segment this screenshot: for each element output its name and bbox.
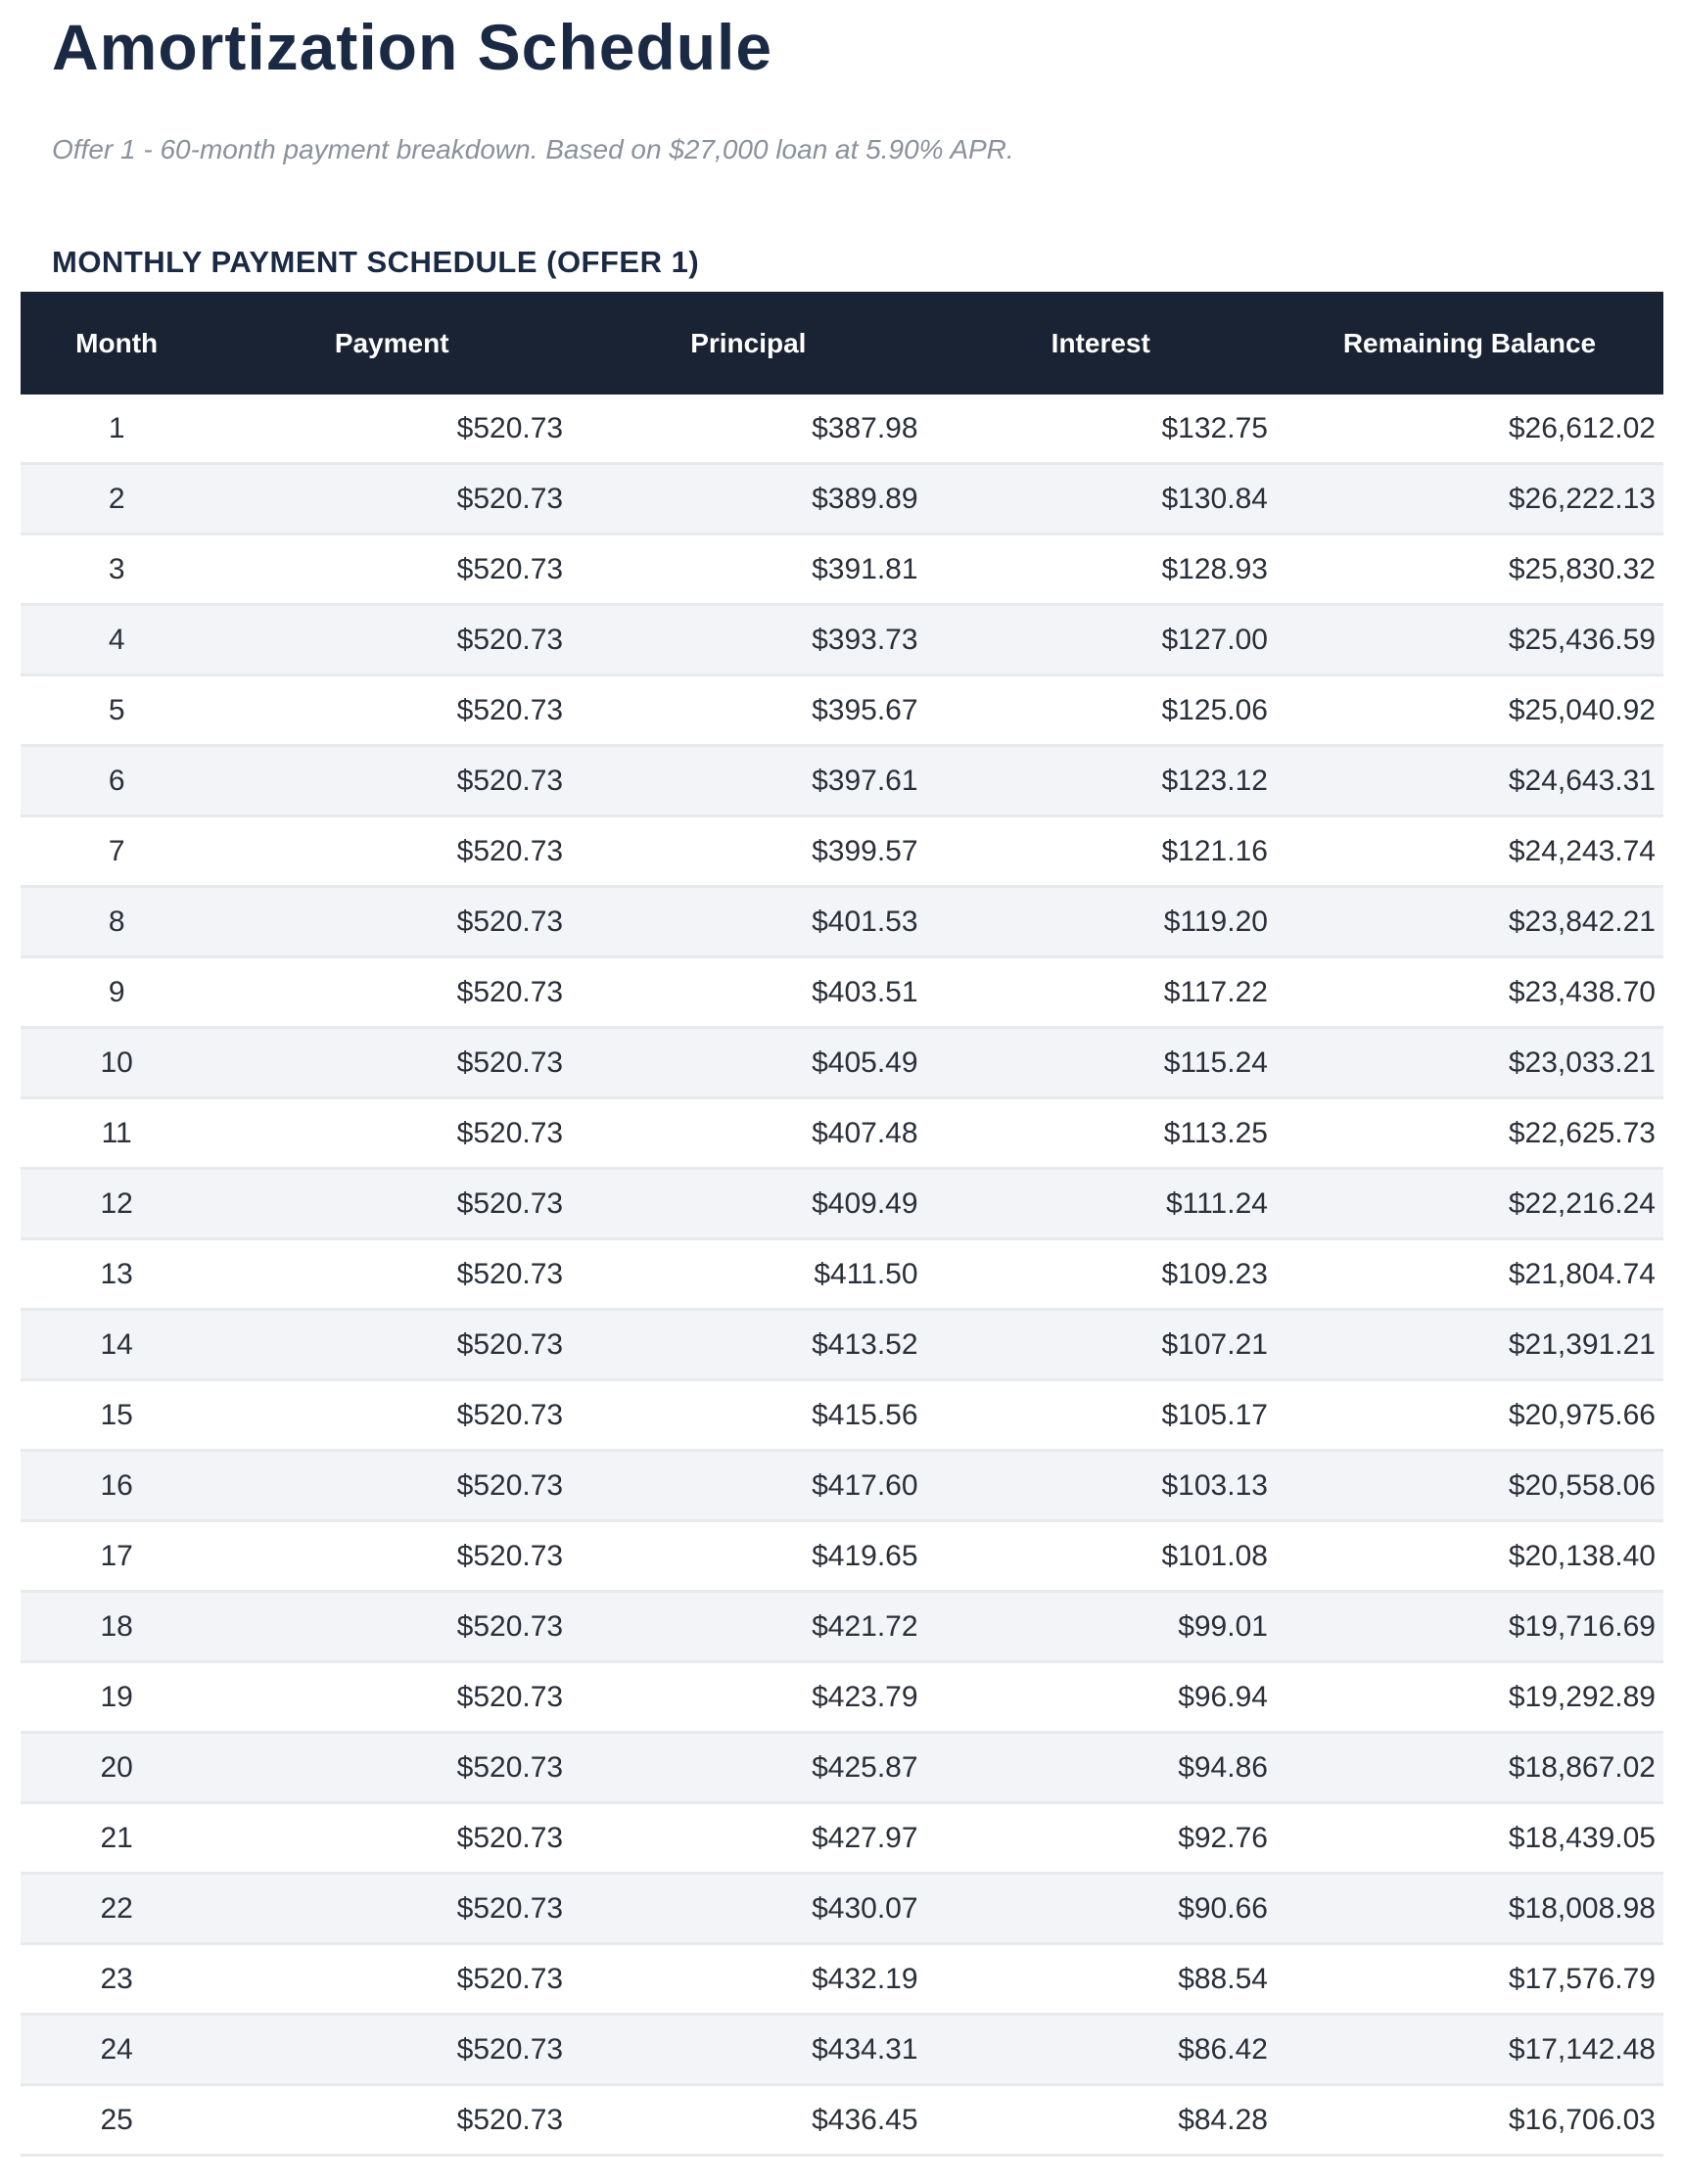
cell-interest: $99.01: [926, 1592, 1276, 1662]
cell-principal: $411.50: [571, 1239, 925, 1310]
cell-month: 6: [21, 746, 212, 816]
cell-principal: $403.51: [571, 957, 925, 1028]
cell-remaining-balance: $25,436.59: [1276, 605, 1663, 675]
cell-interest: $132.75: [926, 395, 1276, 464]
table-row: [21, 1521, 1663, 1592]
cell-principal: $405.49: [571, 1028, 925, 1098]
table-row: [21, 1803, 1663, 1874]
cell-month: 4: [21, 605, 212, 675]
amortization-table: [21, 292, 1663, 2157]
cell-remaining-balance: $25,830.32: [1276, 534, 1663, 605]
cell-month: 16: [21, 1451, 212, 1521]
cell-interest: $92.76: [926, 1803, 1276, 1874]
cell-month: 25: [21, 2085, 212, 2156]
cell-principal: $432.19: [571, 1944, 925, 2015]
cell-interest: $115.24: [926, 1028, 1276, 1098]
cell-remaining-balance: $24,243.74: [1276, 816, 1663, 887]
cell-payment: $520.73: [212, 1521, 571, 1592]
cell-interest: $125.06: [926, 675, 1276, 746]
cell-payment: $520.73: [212, 1028, 571, 1098]
cell-remaining-balance: $21,391.21: [1276, 1310, 1663, 1380]
cell-interest: $96.94: [926, 1662, 1276, 1733]
cell-remaining-balance: $20,975.66: [1276, 1380, 1663, 1451]
cell-payment: $520.73: [212, 1451, 571, 1521]
table-row: [21, 957, 1663, 1028]
cell-payment: $520.73: [212, 746, 571, 816]
table-row: [21, 1380, 1663, 1451]
cell-principal: $391.81: [571, 534, 925, 605]
cell-payment: $520.73: [212, 464, 571, 534]
cell-remaining-balance: $22,625.73: [1276, 1098, 1663, 1169]
cell-interest: $88.54: [926, 1944, 1276, 2015]
table-row: [21, 605, 1663, 675]
cell-principal: $389.89: [571, 464, 925, 534]
table-row: [21, 1592, 1663, 1662]
cell-remaining-balance: $20,138.40: [1276, 1521, 1663, 1592]
cell-principal: $409.49: [571, 1169, 925, 1239]
cell-interest: $113.25: [926, 1098, 1276, 1169]
table-row: [21, 1310, 1663, 1380]
column-header-payment: Payment: [212, 292, 571, 395]
cell-remaining-balance: $26,612.02: [1276, 395, 1663, 464]
cell-remaining-balance: $19,716.69: [1276, 1592, 1663, 1662]
table-header: [21, 292, 1663, 395]
cell-payment: $520.73: [212, 675, 571, 746]
table-row: [21, 1239, 1663, 1310]
cell-remaining-balance: $25,040.92: [1276, 675, 1663, 746]
cell-month: 23: [21, 1944, 212, 2015]
cell-month: 1: [21, 395, 212, 464]
cell-interest: $111.24: [926, 1169, 1276, 1239]
column-header-principal: Principal: [571, 292, 925, 395]
cell-remaining-balance: $17,142.48: [1276, 2015, 1663, 2085]
cell-interest: $127.00: [926, 605, 1276, 675]
cell-payment: $520.73: [212, 1874, 571, 1944]
cell-payment: $520.73: [212, 534, 571, 605]
cell-payment: $520.73: [212, 2015, 571, 2085]
cell-month: 22: [21, 1874, 212, 1944]
cell-month: 2: [21, 464, 212, 534]
cell-payment: $520.73: [212, 1662, 571, 1733]
cell-principal: $393.73: [571, 605, 925, 675]
table-row: [21, 1874, 1663, 1944]
cell-month: 3: [21, 534, 212, 605]
cell-interest: $103.13: [926, 1451, 1276, 1521]
table-row: [21, 395, 1663, 464]
cell-payment: $520.73: [212, 395, 571, 464]
table-header-row: [21, 292, 1663, 395]
table-row: [21, 534, 1663, 605]
cell-principal: $395.67: [571, 675, 925, 746]
cell-payment: $520.73: [212, 2085, 571, 2156]
cell-remaining-balance: $18,008.98: [1276, 1874, 1663, 1944]
table-row: [21, 1169, 1663, 1239]
table-row: [21, 816, 1663, 887]
cell-month: 21: [21, 1803, 212, 1874]
table-row: [21, 887, 1663, 957]
amortization-page: [0, 10, 1682, 2157]
cell-interest: $130.84: [926, 464, 1276, 534]
cell-principal: $430.07: [571, 1874, 925, 1944]
cell-principal: $387.98: [571, 395, 925, 464]
cell-principal: $423.79: [571, 1662, 925, 1733]
cell-remaining-balance: $20,558.06: [1276, 1451, 1663, 1521]
cell-payment: $520.73: [212, 1733, 571, 1803]
cell-month: 12: [21, 1169, 212, 1239]
cell-principal: $407.48: [571, 1098, 925, 1169]
cell-interest: $101.08: [926, 1521, 1276, 1592]
cell-remaining-balance: $16,706.03: [1276, 2085, 1663, 2156]
table-row: [21, 2085, 1663, 2156]
cell-principal: $421.72: [571, 1592, 925, 1662]
cell-month: 5: [21, 675, 212, 746]
table-row: [21, 1451, 1663, 1521]
cell-payment: $520.73: [212, 1310, 571, 1380]
cell-payment: $520.73: [212, 816, 571, 887]
cell-remaining-balance: $21,804.74: [1276, 1239, 1663, 1310]
column-header-remaining-balance: Remaining Balance: [1276, 292, 1663, 395]
cell-payment: $520.73: [212, 1944, 571, 2015]
cell-interest: $128.93: [926, 534, 1276, 605]
cell-month: 18: [21, 1592, 212, 1662]
cell-payment: $520.73: [212, 1380, 571, 1451]
table-row: [21, 1028, 1663, 1098]
cell-interest: $121.16: [926, 816, 1276, 887]
cell-month: 7: [21, 816, 212, 887]
cell-principal: $434.31: [571, 2015, 925, 2085]
cell-principal: $401.53: [571, 887, 925, 957]
cell-month: 15: [21, 1380, 212, 1451]
table-body: [21, 395, 1663, 2156]
cell-principal: $436.45: [571, 2085, 925, 2156]
table-row: [21, 1098, 1663, 1169]
table-row: [21, 2015, 1663, 2085]
cell-remaining-balance: $23,438.70: [1276, 957, 1663, 1028]
cell-interest: $123.12: [926, 746, 1276, 816]
cell-payment: $520.73: [212, 1239, 571, 1310]
cell-interest: $84.28: [926, 2085, 1276, 2156]
cell-month: 19: [21, 1662, 212, 1733]
cell-month: 11: [21, 1098, 212, 1169]
cell-month: 14: [21, 1310, 212, 1380]
cell-payment: $520.73: [212, 605, 571, 675]
cell-principal: $419.65: [571, 1521, 925, 1592]
cell-remaining-balance: $23,033.21: [1276, 1028, 1663, 1098]
cell-remaining-balance: $17,576.79: [1276, 1944, 1663, 2015]
cell-payment: $520.73: [212, 1592, 571, 1662]
cell-interest: $90.66: [926, 1874, 1276, 1944]
cell-interest: $86.42: [926, 2015, 1276, 2085]
cell-principal: $425.87: [571, 1733, 925, 1803]
cell-month: 9: [21, 957, 212, 1028]
table-row: [21, 1733, 1663, 1803]
section-title: MONTHLY PAYMENT SCHEDULE (OFFER 1): [52, 245, 700, 279]
cell-remaining-balance: $23,842.21: [1276, 887, 1663, 957]
cell-interest: $94.86: [926, 1733, 1276, 1803]
cell-remaining-balance: $26,222.13: [1276, 464, 1663, 534]
page-title: Amortization Schedule: [52, 11, 773, 83]
cell-principal: $399.57: [571, 816, 925, 887]
cell-month: 17: [21, 1521, 212, 1592]
table-row: [21, 464, 1663, 534]
cell-principal: $397.61: [571, 746, 925, 816]
cell-payment: $520.73: [212, 1803, 571, 1874]
cell-payment: $520.73: [212, 957, 571, 1028]
cell-month: 24: [21, 2015, 212, 2085]
cell-remaining-balance: $24,643.31: [1276, 746, 1663, 816]
table-row: [21, 675, 1663, 746]
table-row: [21, 1944, 1663, 2015]
cell-month: 13: [21, 1239, 212, 1310]
cell-payment: $520.73: [212, 1169, 571, 1239]
cell-payment: $520.73: [212, 887, 571, 957]
cell-month: 8: [21, 887, 212, 957]
cell-month: 10: [21, 1028, 212, 1098]
cell-principal: $417.60: [571, 1451, 925, 1521]
cell-principal: $427.97: [571, 1803, 925, 1874]
cell-remaining-balance: $22,216.24: [1276, 1169, 1663, 1239]
column-header-interest: Interest: [926, 292, 1276, 395]
column-header-month: Month: [21, 292, 212, 395]
cell-principal: $415.56: [571, 1380, 925, 1451]
page-subtitle: Offer 1 - 60-month payment breakdown. Based on $27,000 loan at 5.90% APR.: [52, 134, 1014, 164]
cell-payment: $520.73: [212, 1098, 571, 1169]
cell-interest: $107.21: [926, 1310, 1276, 1380]
cell-remaining-balance: $18,867.02: [1276, 1733, 1663, 1803]
cell-interest: $109.23: [926, 1239, 1276, 1310]
cell-interest: $105.17: [926, 1380, 1276, 1451]
cell-month: 20: [21, 1733, 212, 1803]
cell-interest: $117.22: [926, 957, 1276, 1028]
cell-interest: $119.20: [926, 887, 1276, 957]
table-row: [21, 1662, 1663, 1733]
cell-remaining-balance: $19,292.89: [1276, 1662, 1663, 1733]
table-row: [21, 746, 1663, 816]
cell-remaining-balance: $18,439.05: [1276, 1803, 1663, 1874]
cell-principal: $413.52: [571, 1310, 925, 1380]
